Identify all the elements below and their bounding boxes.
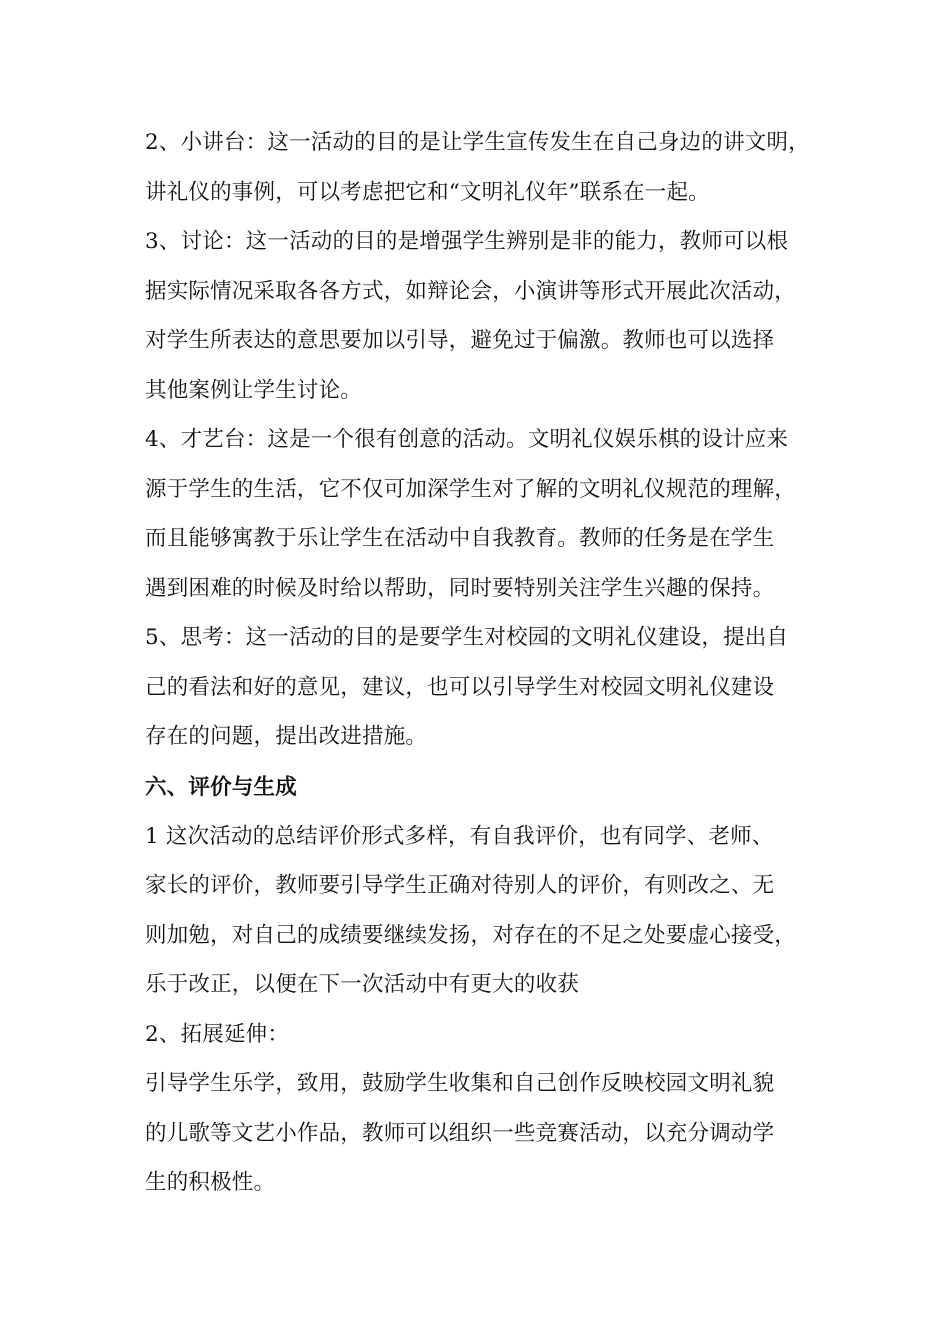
text-line-2: 讲礼仪的事例，可以考虑把它和“文明礼仪年”联系在一起。 (145, 180, 710, 205)
text-line-20: 引导学生乐学，致用，鼓励学生收集和自己创作反映校园文明礼貌 (145, 1071, 775, 1096)
text-line-4: 据实际情况采取各各方式，如辩论会，小演讲等形式开展此次活动， (145, 279, 797, 304)
text-line-10: 遇到困难的时候及时给以帮助，同时要特别关注学生兴趣的保持。 (145, 576, 775, 601)
text-line-13: 存在的问题，提出改进措施。 (145, 724, 428, 749)
text-line-1: 2、小讲台：这一活动的目的是让学生宣传发生在自己身边的讲文明， (145, 130, 810, 155)
text-line-19: 2、拓展延伸： (145, 1022, 290, 1047)
text-line-16: 家长的评价，教师要引导学生正确对待别人的评价，有则改之、无 (145, 873, 775, 898)
text-line-17: 则加勉，对自己的成绩要继续发扬，对存在的不足之处要虚心接受， (145, 923, 797, 948)
text-line-3: 3、讨论：这一活动的目的是增强学生辨别是非的能力，教师可以根 (145, 229, 789, 254)
text-line-18: 乐于改正，以便在下一次活动中有更大的收获 (145, 972, 580, 997)
text-line-5: 对学生所表达的意思要加以引导，避免过于偏激。教师也可以选择 (145, 328, 775, 353)
text-line-8: 源于学生的生活，它不仅可加深学生对了解的文明礼仪规范的理解， (145, 477, 797, 502)
text-line-9: 而且能够寓教于乐让学生在活动中自我教育。教师的任务是在学生 (145, 526, 775, 551)
text-line-11: 5、思考：这一活动的目的是要学生对校园的文明礼仪建设，提出自 (145, 625, 789, 650)
text-line-6: 其他案例让学生讨论。 (145, 378, 363, 403)
text-line-15: 1 这次活动的总结评价形式多样，有自我评价，也有同学、老师、 (145, 824, 774, 849)
text-line-22: 生的积极性。 (145, 1170, 276, 1195)
text-line-12: 己的看法和好的意见，建议，也可以引导学生对校园文明礼仪建设 (145, 675, 775, 700)
text-line-21: 的儿歌等文艺小作品，教师可以组织一些竞赛活动，以充分调动学 (145, 1121, 775, 1146)
section-heading: 六、评价与生成 (145, 775, 297, 800)
text-line-7: 4、才艺台：这是一个很有创意的活动。文明礼仪娱乐棋的设计应来 (145, 427, 789, 452)
